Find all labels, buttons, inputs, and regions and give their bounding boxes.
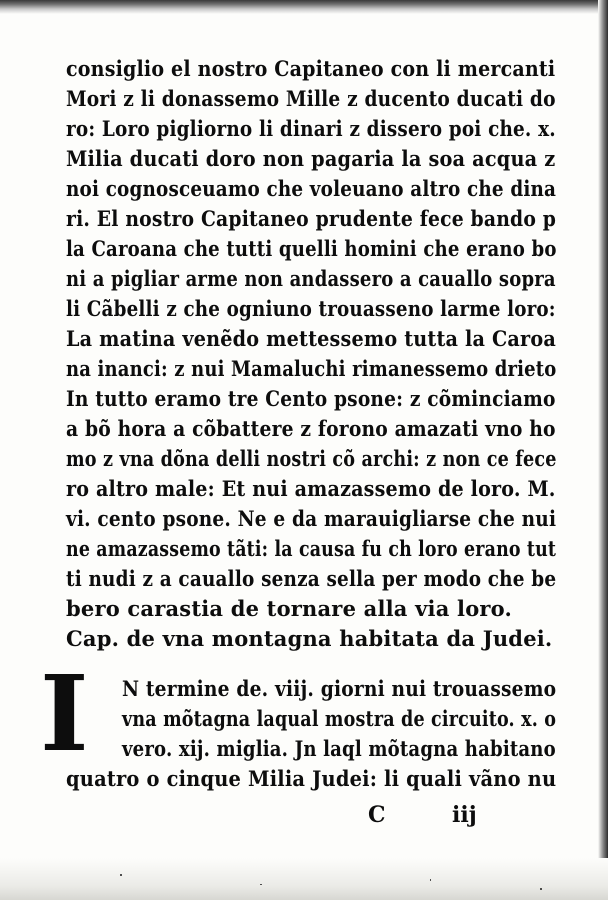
paper-speck: [260, 884, 262, 885]
text-line: ri. El nostro Capitaneo prudente fece bando p: [66, 206, 557, 231]
text-line: li Cãbelli z che ogniuno trouasseno larme loro:: [66, 296, 556, 321]
text-line: N termine de. viij. giorni nui trouassemo: [122, 676, 557, 701]
drop-cap-initial: I: [40, 652, 89, 775]
text-line: bero carastia de tornare alla via loro.: [66, 596, 513, 621]
text-line: quatro o cinque Milia Judei: li quali vãno nu: [66, 766, 557, 791]
text-line: Mori z li donassemo Mille z ducento ducati do: [66, 86, 556, 111]
text-line: ni a pigliar arme non andassero a cauallo sopra: [66, 266, 556, 291]
page-edge-top-shadow: [0, 0, 608, 14]
signature-mark: C: [368, 802, 386, 828]
text-line: consiglio el nostro Capitaneo con li mercanti: [66, 56, 556, 81]
paper-speck: [540, 888, 542, 890]
text-line: vi. cento psone. Ne e da marauigliarse che nui: [66, 506, 557, 531]
paper-speck: [430, 879, 431, 881]
text-line: vero. xij. miglia. Jn laql mõtagna habitano: [122, 736, 556, 761]
text-line: mo z vna dõna delli nostri cõ archi: z non ce fece: [66, 446, 557, 471]
text-line: ne amazassemo tãti: la causa fu ch loro erano tut: [66, 536, 557, 561]
text-line: In tutto eramo tre Cento psone: z cõminciamo: [66, 386, 556, 411]
text-line: noi cognosceuamo che voleuano altro che dina: [66, 176, 557, 201]
page-edge-right-shadow: [598, 0, 608, 900]
folio-number: iij: [452, 802, 477, 828]
chapter-heading: Cap. de vna montagna habitata da Judei.: [66, 626, 553, 651]
text-line: a bõ hora a cõbattere z forono amazati vno ho: [66, 416, 556, 441]
text-line: Milia ducati doro non pagaria la soa acqua z: [66, 146, 556, 171]
text-line: la Caroana che tutti quelli homini che erano bo: [66, 236, 557, 261]
text-line: vna mõtagna laqual mostra de circuito. x. o: [122, 706, 557, 731]
page-edge-bottom-shadow: [0, 858, 608, 900]
paper-speck: [120, 874, 122, 876]
text-line: ro altro male: Et nui amazassemo de loro. M.: [66, 476, 556, 501]
text-line: ro: Loro pigliorno li dinari z dissero poi che. x.: [66, 116, 556, 141]
text-line: na inanci: z nui Mamaluchi rimanessemo drieto: [66, 356, 557, 381]
text-line: ti nudi z a cauallo senza sella per modo che be: [66, 566, 557, 591]
text-line: La matina venẽdo mettessemo tutta la Caroa: [66, 326, 556, 351]
